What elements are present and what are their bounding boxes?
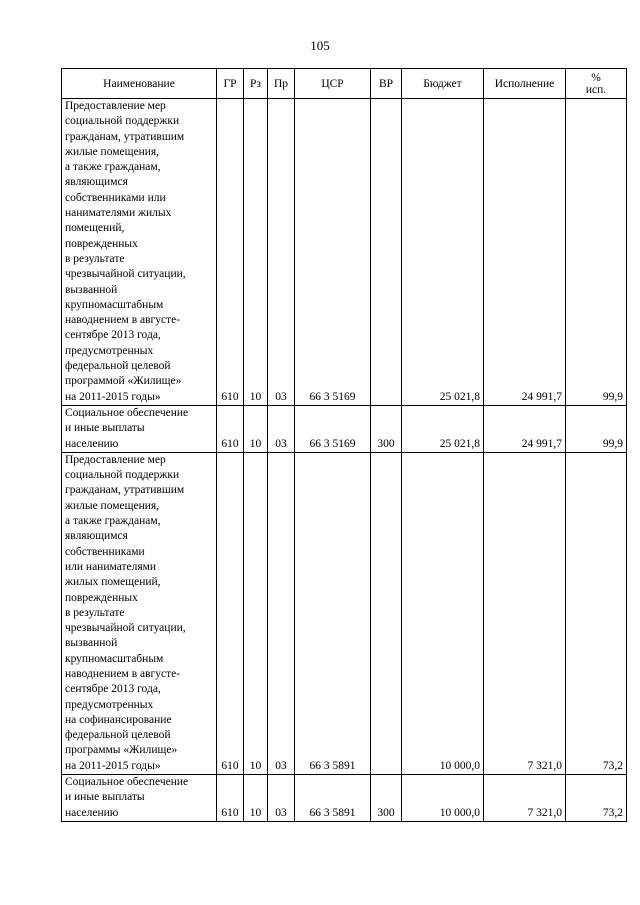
cell-name <box>62 775 217 822</box>
name-line: поврежденных <box>65 237 138 250</box>
name-line: гражданам, утратившим <box>65 484 185 497</box>
cell-pr: 03 <box>268 405 295 452</box>
cell-rz: 10 <box>244 405 268 452</box>
name-line: чрезвычайной ситуации, <box>65 622 186 635</box>
cell-csr: 66 3 5891 <box>295 775 371 822</box>
header-percent <box>566 69 627 99</box>
header-pr: Пр <box>268 69 295 99</box>
header-execution: Исполнение <box>484 69 566 99</box>
name-line: а также гражданам, <box>65 161 161 174</box>
table-row <box>62 405 627 452</box>
name-line: и иные выплаты <box>65 791 145 804</box>
name-line: чрезвычайной ситуации, <box>65 268 186 281</box>
name-line: программой «Жилище» <box>65 375 182 388</box>
cell-percent: 99,9 <box>566 405 627 452</box>
table-row <box>62 99 627 406</box>
cell-execution: 24 991,7 <box>484 99 566 406</box>
name-line: социальной поддержки <box>65 469 180 482</box>
name-line: сентябре 2013 года, <box>65 683 161 696</box>
cell-execution: 7 321,0 <box>484 775 566 822</box>
name-line: на софинансирование <box>65 713 172 726</box>
cell-pr: 03 <box>268 99 295 406</box>
cell-percent: 73,2 <box>566 775 627 822</box>
name-line: наводнением в августе- <box>65 314 181 327</box>
cell-vr <box>371 99 402 406</box>
name-line: а также гражданам, <box>65 515 161 528</box>
header-row <box>62 69 627 99</box>
name-line: вызванной <box>65 283 118 296</box>
cell-gr: 610 <box>217 405 244 452</box>
cell-pr: 03 <box>268 452 295 774</box>
cell-vr: 300 <box>371 775 402 822</box>
header-budget: Бюджет <box>402 69 484 99</box>
name-line: и иные выплаты <box>65 422 145 435</box>
cell-rz: 10 <box>244 775 268 822</box>
name-line: социальной поддержки <box>65 115 180 128</box>
header-percent-symbol: % <box>591 71 601 84</box>
name-line: наводнением в августе- <box>65 667 181 680</box>
name-line: программы «Жилище» <box>65 744 178 757</box>
header-vr: ВР <box>371 69 402 99</box>
cell-csr: 66 3 5169 <box>295 405 371 452</box>
name-line: жилые помещения, <box>65 499 160 512</box>
name-line: жилых помещений, <box>65 576 161 589</box>
name-line: предусмотренных <box>65 344 154 357</box>
header-gr: ГР <box>217 69 244 99</box>
table-row <box>62 775 627 822</box>
budget-table <box>61 68 627 822</box>
name-line: поврежденных <box>65 591 138 604</box>
cell-vr <box>371 452 402 774</box>
header-percent-label: исп. <box>585 83 607 96</box>
header-name: Наименование <box>62 69 217 99</box>
name-line: собственниками <box>65 545 145 558</box>
header-rz: Рз <box>244 69 268 99</box>
name-line: или нанимателями <box>65 560 157 573</box>
cell-csr: 66 3 5891 <box>295 452 371 774</box>
cell-vr: 300 <box>371 405 402 452</box>
cell-budget: 10 000,0 <box>402 775 484 822</box>
cell-name <box>62 99 217 406</box>
name-line: жилые помещения, <box>65 145 160 158</box>
name-line: предусмотренных <box>65 698 154 711</box>
name-line: федеральной целевой <box>65 729 171 742</box>
cell-rz: 10 <box>244 99 268 406</box>
name-line: населению <box>65 806 119 819</box>
cell-budget: 25 021,8 <box>402 405 484 452</box>
name-line: федеральной целевой <box>65 360 171 373</box>
cell-csr: 66 3 5169 <box>295 99 371 406</box>
cell-name <box>62 405 217 452</box>
name-line: крупномасштабным <box>65 652 164 665</box>
cell-gr: 610 <box>217 775 244 822</box>
header-csr: ЦСР <box>295 69 371 99</box>
name-line: на 2011-2015 годы» <box>65 390 161 403</box>
cell-budget: 25 021,8 <box>402 99 484 406</box>
page-number: 105 <box>310 38 330 53</box>
name-line: в результате <box>65 252 125 265</box>
name-line: гражданам, утратившим <box>65 130 185 143</box>
cell-gr: 610 <box>217 99 244 406</box>
name-line: собственниками или <box>65 191 166 204</box>
name-line: вызванной <box>65 637 118 650</box>
name-line: крупномасштабным <box>65 298 164 311</box>
name-line: являющимся <box>65 176 128 189</box>
name-line: на 2011-2015 годы» <box>65 759 161 772</box>
cell-budget: 10 000,0 <box>402 452 484 774</box>
name-line: помещений, <box>65 222 125 235</box>
cell-percent: 99,9 <box>566 99 627 406</box>
cell-execution: 7 321,0 <box>484 452 566 774</box>
name-line: нанимателями жилых <box>65 207 172 220</box>
name-line: Предоставление мер <box>65 453 166 466</box>
name-line: населению <box>65 437 119 450</box>
cell-percent: 73,2 <box>566 452 627 774</box>
cell-rz: 10 <box>244 452 268 774</box>
name-line: сентябре 2013 года, <box>65 329 161 342</box>
name-line: в результате <box>65 606 125 619</box>
name-line: Социальное обеспечение <box>65 776 189 789</box>
name-line: Социальное обеспечение <box>65 406 189 419</box>
table-row <box>62 452 627 774</box>
cell-gr: 610 <box>217 452 244 774</box>
cell-name <box>62 452 217 774</box>
cell-pr: 03 <box>268 775 295 822</box>
name-line: являющимся <box>65 530 128 543</box>
cell-execution: 24 991,7 <box>484 405 566 452</box>
name-line: Предоставление мер <box>65 100 166 112</box>
